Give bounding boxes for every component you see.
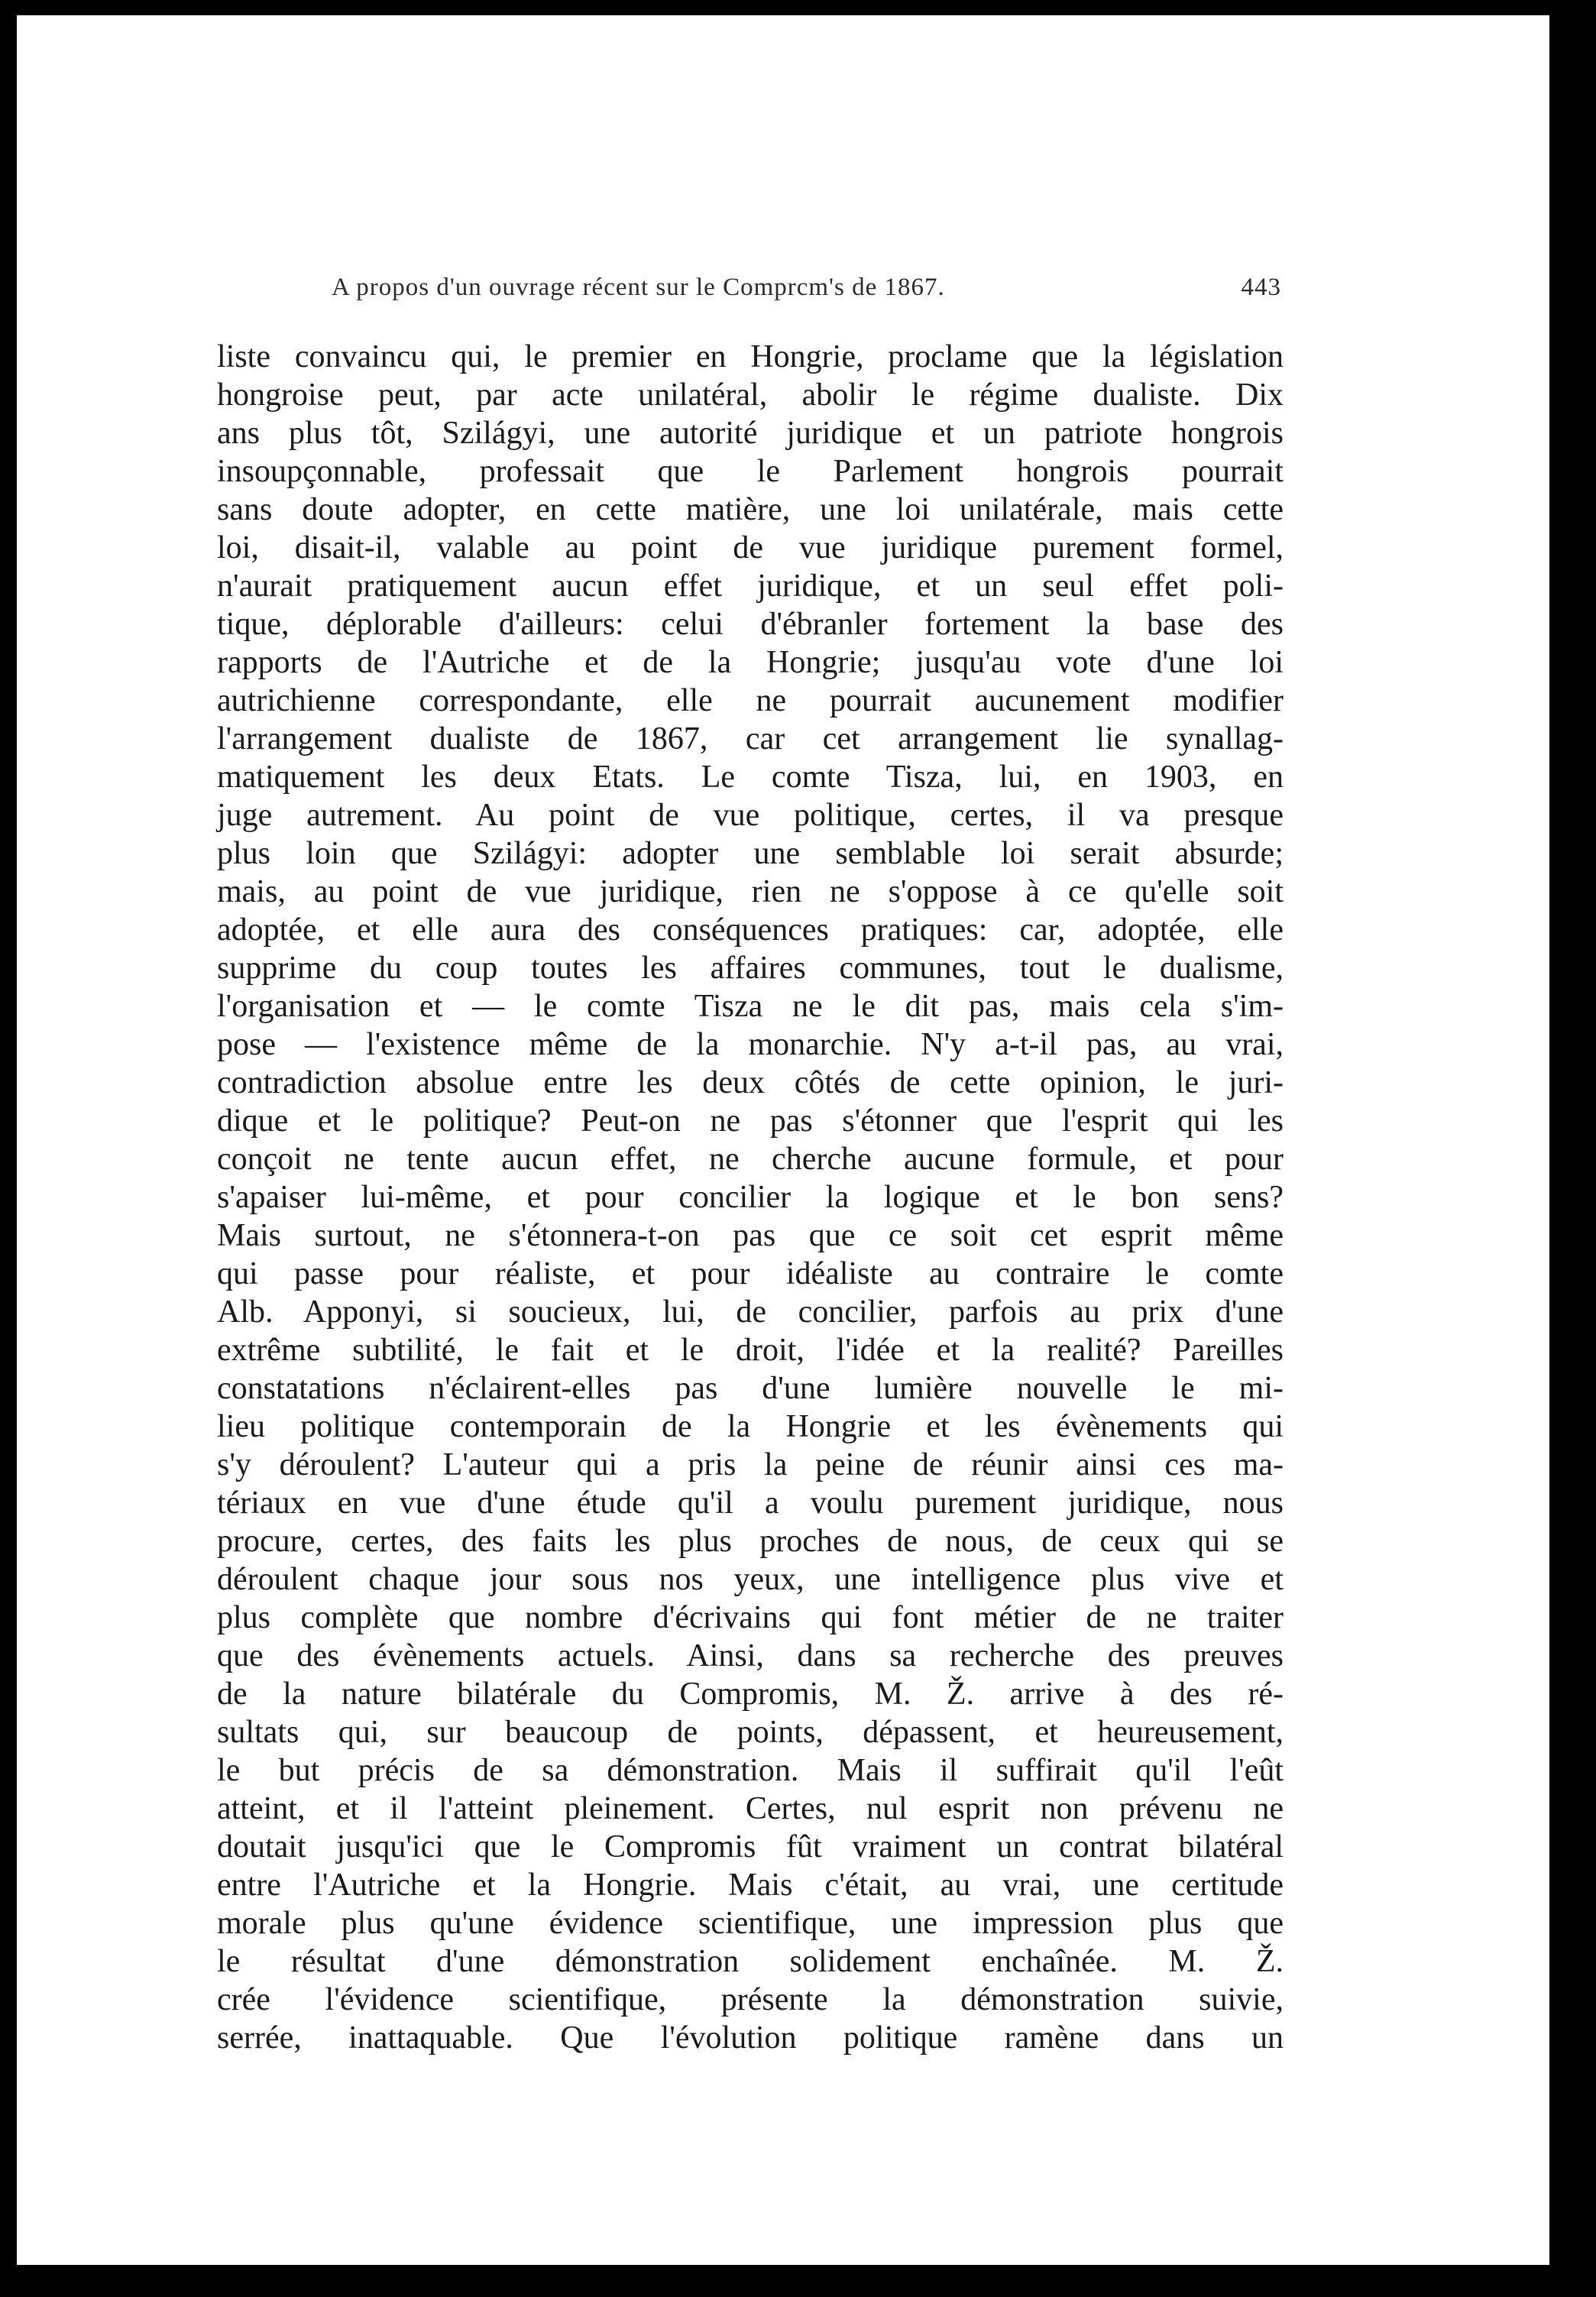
text-line: adoptée, et elle aura des conséquences pratiques: car, adoptée, elle	[217, 912, 1284, 948]
text-line: Mais surtout, ne s'étonnera-t-on pas que ce soit cet esprit même	[217, 1218, 1284, 1253]
text-line: tériaux en vue d'une étude qu'il a voulu purement juridique, nous	[217, 1485, 1284, 1521]
text-line: matiquement les deux Etats. Le comte Tisza, lui, en 1903, en	[217, 760, 1284, 795]
running-title: A propos d'un ouvrage récent sur le Comprcm's de 1867.	[332, 274, 945, 301]
text-line: contradiction absolue entre les deux côtés de cette opinion, le juri-	[217, 1065, 1284, 1100]
text-line: plus loin que Szilágyi: adopter une semblable loi serait absurde;	[217, 836, 1284, 871]
text-line: s'y déroulent? L'auteur qui a pris la peine de réunir ainsi ces ma-	[217, 1447, 1284, 1482]
text-line: plus complète que nombre d'écrivains qui font métier de ne traiter	[217, 1600, 1284, 1635]
text-line: doutait jusqu'ici que le Compromis fût vraiment un contrat bilatéral	[217, 1829, 1284, 1864]
text-line: le but précis de sa démonstration. Mais il suffirait qu'il l'eût	[217, 1753, 1284, 1788]
text-line: insoupçonnable, professait que le Parlement hongrois pourrait	[217, 454, 1284, 489]
text-line: sans doute adopter, en cette matière, une loi unilatérale, mais cette	[217, 492, 1284, 527]
text-line: dique et le politique? Peut-on ne pas s'étonner que l'esprit qui les	[217, 1103, 1284, 1139]
text-line: l'arrangement dualiste de 1867, car cet arrangement lie synallag-	[217, 721, 1284, 756]
text-line: mais, au point de vue juridique, rien ne s'oppose à ce qu'elle soit	[217, 874, 1284, 909]
text-line: procure, certes, des faits les plus proches de nous, de ceux qui se	[217, 1524, 1284, 1559]
text-line: conçoit ne tente aucun effet, ne cherche aucune formule, et pour	[217, 1142, 1284, 1177]
text-line: déroulent chaque jour sous nos yeux, une intelligence plus vive et	[217, 1562, 1284, 1597]
text-line: n'aurait pratiquement aucun effet juridique, et un seul effet poli-	[217, 569, 1284, 604]
text-line: crée l'évidence scientifique, présente la démonstration suivie,	[217, 1982, 1284, 2017]
text-line: hongroise peut, par acte unilatéral, abolir le régime dualiste. Dix	[217, 377, 1284, 413]
text-line: morale plus qu'une évidence scientifique, une impression plus que	[217, 1906, 1284, 1941]
body-text	[217, 338, 1284, 2057]
text-line: supprime du coup toutes les affaires communes, tout le dualisme,	[217, 951, 1284, 986]
text-line: juge autrement. Au point de vue politique, certes, il va presque	[217, 798, 1284, 833]
text-line: sultats qui, sur beaucoup de points, dépassent, et heureusement,	[217, 1715, 1284, 1750]
text-line: que des évènements actuels. Ainsi, dans sa recherche des preuves	[217, 1638, 1284, 1673]
text-line: liste convaincu qui, le premier en Hongrie, proclame que la législation	[217, 339, 1284, 374]
text-line: serrée, inattaquable. Que l'évolution politique ramène dans un	[217, 2020, 1284, 2056]
text-line: qui passe pour réaliste, et pour idéaliste au contraire le comte	[217, 1256, 1284, 1291]
page-number: 443	[1241, 274, 1281, 301]
text-line: de la nature bilatérale du Compromis, M. Ž. arrive à des ré-	[217, 1677, 1284, 1712]
text-line: le résultat d'une démonstration solidement enchaînée. M. Ž.	[217, 1944, 1284, 1979]
text-line: lieu politique contemporain de la Hongrie et les évènements qui	[217, 1409, 1284, 1444]
text-line: Alb. Apponyi, si soucieux, lui, de concilier, parfois au prix d'une	[217, 1294, 1284, 1330]
text-line: atteint, et il l'atteint pleinement. Certes, nul esprit non prévenu ne	[217, 1791, 1284, 1826]
text-line: l'organisation et — le comte Tisza ne le dit pas, mais cela s'im-	[217, 989, 1284, 1024]
text-line: tique, déplorable d'ailleurs: celui d'ébranler fortement la base des	[217, 607, 1284, 642]
text-line: loi, disait-il, valable au point de vue juridique purement formel,	[217, 530, 1284, 565]
text-line: entre l'Autriche et la Hongrie. Mais c'était, au vrai, une certitude	[217, 1868, 1284, 1903]
running-head	[332, 274, 1281, 310]
text-line: ans plus tôt, Szilágyi, une autorité juridique et un patriote hongrois	[217, 416, 1284, 451]
text-line: pose — l'existence même de la monarchie. N'y a-t-il pas, au vrai,	[217, 1027, 1284, 1062]
text-line: autrichienne correspondante, elle ne pourrait aucunement modifier	[217, 683, 1284, 718]
text-line: extrême subtilité, le fait et le droit, l'idée et la realité? Pareilles	[217, 1333, 1284, 1368]
text-line: constatations n'éclairent-elles pas d'une lumière nouvelle le mi-	[217, 1371, 1284, 1406]
book-page	[17, 15, 1549, 2265]
text-line: s'apaiser lui-même, et pour concilier la logique et le bon sens?	[217, 1180, 1284, 1215]
text-line: rapports de l'Autriche et de la Hongrie; jusqu'au vote d'une loi	[217, 645, 1284, 680]
